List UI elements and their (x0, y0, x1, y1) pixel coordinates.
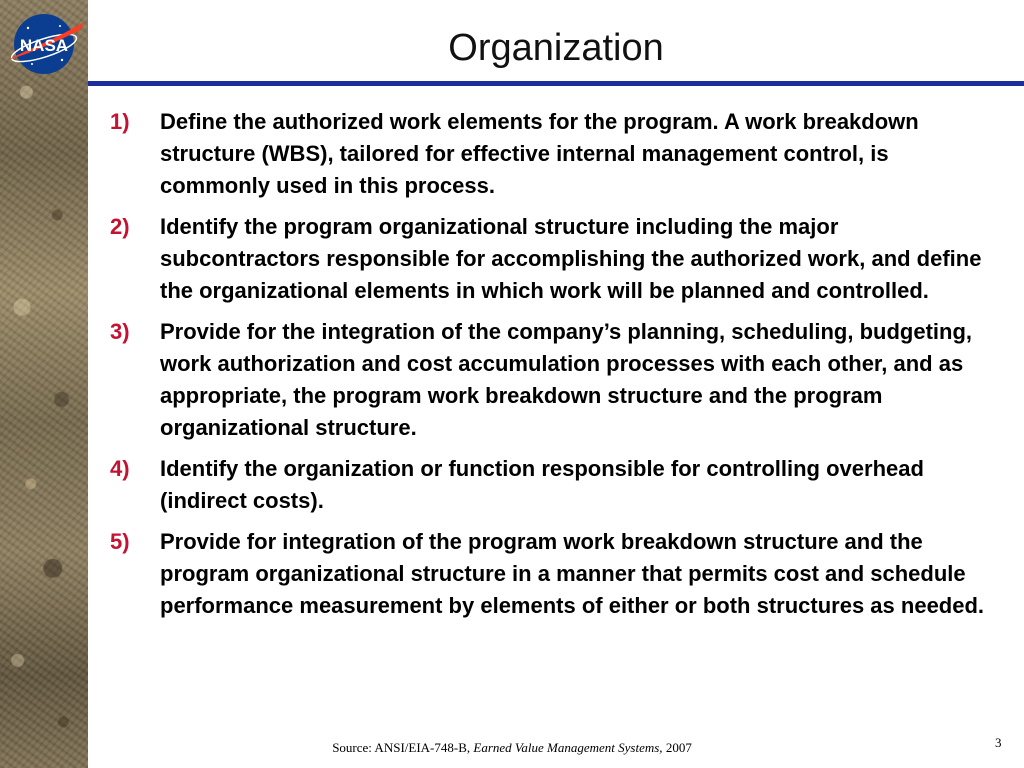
nasa-logo (2, 8, 86, 80)
list-item-number: 1) (110, 109, 130, 134)
source-year: 2007 (662, 740, 692, 755)
list-item (110, 453, 990, 517)
list-item-text: Define the authorized work elements for the program. A work breakdown structure (WBS), tailored for effective internal management control, is commonly used in this process. (160, 109, 919, 198)
page-number: 3 (995, 735, 1002, 750)
list-item-text: Identify the program organizational structure including the major subcontractors responsible for accomplishing the authorized work, and define the organizational elements in which work will be planned and controlled. (160, 214, 982, 303)
list-item (110, 106, 990, 202)
slide-title: Organization (448, 27, 664, 69)
list-item (110, 316, 990, 444)
list-item-text: Provide for integration of the program work breakdown structure and the program organizational structure in a manner that permits cost and schedule performance measurement by elements of either or both structures as needed. (160, 529, 985, 618)
title-underline (88, 81, 1024, 86)
list-item (110, 526, 990, 622)
list-item (110, 211, 990, 307)
list-item-text: Provide for the integration of the company’s planning, scheduling, budgeting, work authorization and cost accumulation processes with each other, and as appropriate, the program work breakdown structure and the program organizational structure. (160, 319, 972, 440)
list-item-number: 3) (110, 319, 130, 344)
nasa-logo-text: NASA (19, 36, 69, 55)
list-item-number: 5) (110, 529, 130, 554)
source-title: Earned Value Management Systems, (473, 740, 663, 755)
list-item-number: 2) (110, 214, 130, 239)
list-item-text: Identify the organization or function responsible for controlling overhead (indirect costs). (160, 456, 924, 513)
numbered-list (110, 106, 990, 631)
source-prefix: Source: ANSI/EIA-748-B, (332, 740, 474, 755)
source-citation (0, 740, 1024, 756)
decorative-sidebar (0, 0, 88, 768)
list-item-number: 4) (110, 456, 130, 481)
